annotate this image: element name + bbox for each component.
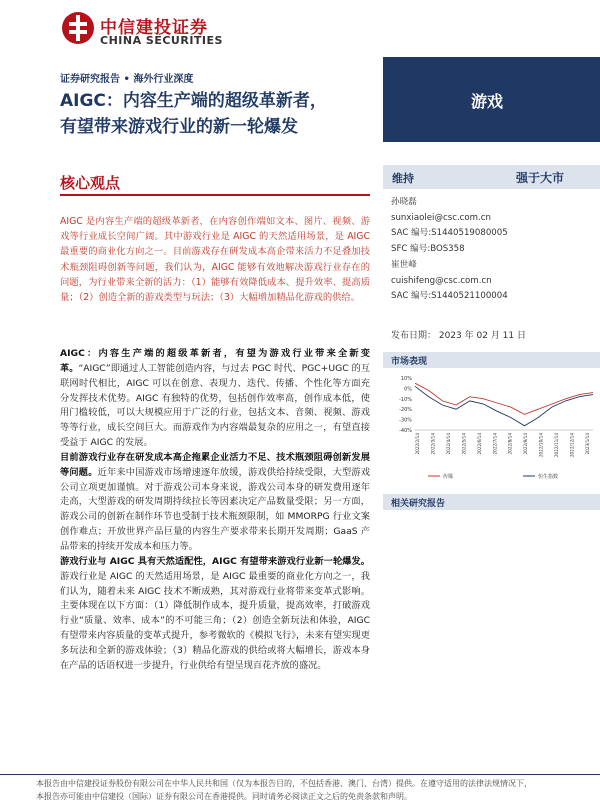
analyst-line: 孙晓磊 xyxy=(391,197,417,207)
related-heading-bar xyxy=(383,494,600,510)
rating-label: 维持 xyxy=(392,172,414,185)
paragraph-2 xyxy=(60,451,370,555)
series-line-0 xyxy=(415,383,593,414)
paragraph-1 xyxy=(60,347,370,451)
x-tick-label: 2023/1/14 xyxy=(585,433,590,455)
y-tick-label: 10% xyxy=(400,376,412,382)
legend-label: 传媒 xyxy=(443,474,454,480)
disclaimer-footer xyxy=(36,777,596,800)
footer-divider xyxy=(0,774,600,775)
x-tick-label: 2022/3/14 xyxy=(430,433,436,455)
paragraph-3-text: 游戏行业是 AIGC 的天然适用场景，是 AIGC 最重要的商业化方向之一，我们认为，随着未来 AIGC 技术不断成熟，其对游戏行业将带来变革式影响。主要体现在以下方面：（1）降低制作成本，提升质量，提高效率，打破游戏行业“质量、效率、成本”的不可能三角；（2）创造全新玩法和体验，AIGC 有望带来内容质量的变革式提升，参考微软的《模拟飞行》，未来有望实现更多玩法和全新的游戏体验；（3）精品化游戏的供给或将大幅增长，游戏本身在产品的话语权进一步提升，行业供给有望呈现百花齐放的盛况。 xyxy=(60,570,370,671)
report-title xyxy=(60,88,370,140)
logo-mark-icon xyxy=(60,10,96,46)
paragraph-3 xyxy=(60,555,370,674)
related-heading: 相关研究报告 xyxy=(391,499,446,509)
market-heading-bar xyxy=(383,352,600,368)
market-performance-chart xyxy=(383,370,600,485)
analyst-line: 崔世峰 xyxy=(391,259,417,270)
x-tick-label: 2022/8/14 xyxy=(507,433,513,455)
body-content xyxy=(60,347,370,674)
paragraph-3-lead: 游戏行业与 AIGC 具有天然适配性，AIGC 有望带来游戏行业新一轮爆发。 xyxy=(60,555,370,567)
company-logo xyxy=(60,10,223,50)
x-tick-label: 2022/5/14 xyxy=(461,433,467,455)
publish-date: 发布日期： 2023 年 02 月 11 日 xyxy=(391,331,526,341)
analyst-info xyxy=(391,195,591,305)
analyst-email[interactable]: sunxiaolei@csc.com.cn xyxy=(391,212,491,223)
logo-en-text: CHINA SECURITIES xyxy=(100,34,223,47)
report-type: 证券研究报告 • 海外行业深度 xyxy=(60,74,194,85)
paragraph-2-text: 近年来中国游戏市场增速逐年放缓，游戏供给持续受限，大型游戏公司立项更加谨慎。对于游戏公司本身来说，游戏公司本身的研发费用逐年走高，大型游戏的研发周期持续拉长等因素决定产品数量受限；另一方面，游戏公司的创新在制作环节也受制于技术瓶颈限制，如 MMORPG 行业文案创作难点；开放世界产品巨量的内容生产要求带来长期开发周期；GaaS 产品带来的持续开发成本和压力等。 xyxy=(60,466,371,552)
x-tick-label: 2022/2/14 xyxy=(415,433,420,455)
paragraph-1-lead: AIGC：内容生产端的超级革新者，有望为游戏行业带来全新变革。 xyxy=(60,348,370,374)
title-line-1: AIGC：内容生产端的超级革新者， xyxy=(60,91,327,111)
core-heading: 核心观点 xyxy=(60,174,121,192)
logo-cn-text: 中信建投证券 xyxy=(100,18,208,38)
y-tick-label: 0% xyxy=(404,386,412,393)
x-tick-label: 2022/11/14 xyxy=(554,433,560,458)
y-tick-label: -30% xyxy=(399,417,412,424)
x-tick-label: 2022/12/14 xyxy=(569,433,575,458)
analyst-line: SAC 编号:S1440519080005 xyxy=(391,228,508,239)
x-tick-label: 2022/7/14 xyxy=(492,433,498,455)
core-summary: AIGC 是内容生产端的超级革新者，在内容创作端如文本、图片、视频、游戏等行业成长空间广阔。其中游戏行业是 AIGC 的天然适用场景，是 AIGC 最重要的商业化方向之一。目前游戏存在研发成本高企带来活力不足叠加技术瓶颈阻碍创新等问题，我们认为，AIGC 能够有效地解决游戏行业存在的问题，为行业带来全新的活力：（1）能够有效降低成本、提升效率、提高质量；（2）创造全新的游戏类型与玩法；（3）大幅增加精品化游戏的供给。 xyxy=(60,216,370,304)
x-tick-label: 2022/9/14 xyxy=(523,433,529,455)
x-tick-label: 2022/6/14 xyxy=(476,433,482,455)
analyst-email[interactable]: cuishifeng@csc.com.cn xyxy=(391,275,492,286)
footer-line-2: 本报告亦可能由中信建投（国际）证券有限公司在香港提供。同时请务必阅读正文之后的免责条款和声明。 xyxy=(36,792,412,800)
footer-line-1: 本报告由中信建投证券股份有限公司在中华人民共和国（仅为本报告目的，不包括香港、澳门、台湾）提供。在遵守适用的法律法规情况下， xyxy=(36,779,532,788)
analyst-line: SAC 编号:S1440521100004 xyxy=(391,291,508,302)
rating-value: 强于大市 xyxy=(515,171,564,185)
market-heading: 市场表现 xyxy=(391,357,428,367)
sector-banner xyxy=(383,57,600,142)
x-tick-label: 2022/10/14 xyxy=(538,433,544,458)
analyst-line: SFC 编号:BOS358 xyxy=(391,244,465,255)
y-tick-label: -20% xyxy=(399,407,412,414)
series-line-1 xyxy=(415,386,593,426)
divider xyxy=(60,194,370,196)
x-tick-label: 2022/4/14 xyxy=(445,433,451,455)
sector-label: 游戏 xyxy=(471,92,504,111)
paragraph-2-lead: 目前游戏行业存在研发成本高企拖累企业活力不足、技术瓶颈阻碍创新发展等问题。 xyxy=(60,451,370,478)
y-tick-label: -40% xyxy=(399,428,412,434)
legend-label: 恒生指数 xyxy=(538,474,559,480)
y-tick-label: -10% xyxy=(399,396,412,403)
title-line-2: 有望带来游戏行业的新一轮爆发 xyxy=(60,117,298,137)
paragraph-1-text: “AIGC”即通过人工智能创造内容，与过去 PGC 时代、PGC+UGC 的互联网时代相比，AIGC 可以在创意、表现力、迭代、传播、个性化等方面充分发挥技术优势。AIGC 有独特的优势，包括创作效率高，创作成本低，使用门槛较低，可以大规模应用于广泛的行业，包括文本、音频、视频、游戏等等行业，成长空间巨大。而游戏作为内容端最复杂的应用之一，有望直接受益于 AIGC 的发展。 xyxy=(60,362,370,449)
rating-box xyxy=(383,165,600,189)
